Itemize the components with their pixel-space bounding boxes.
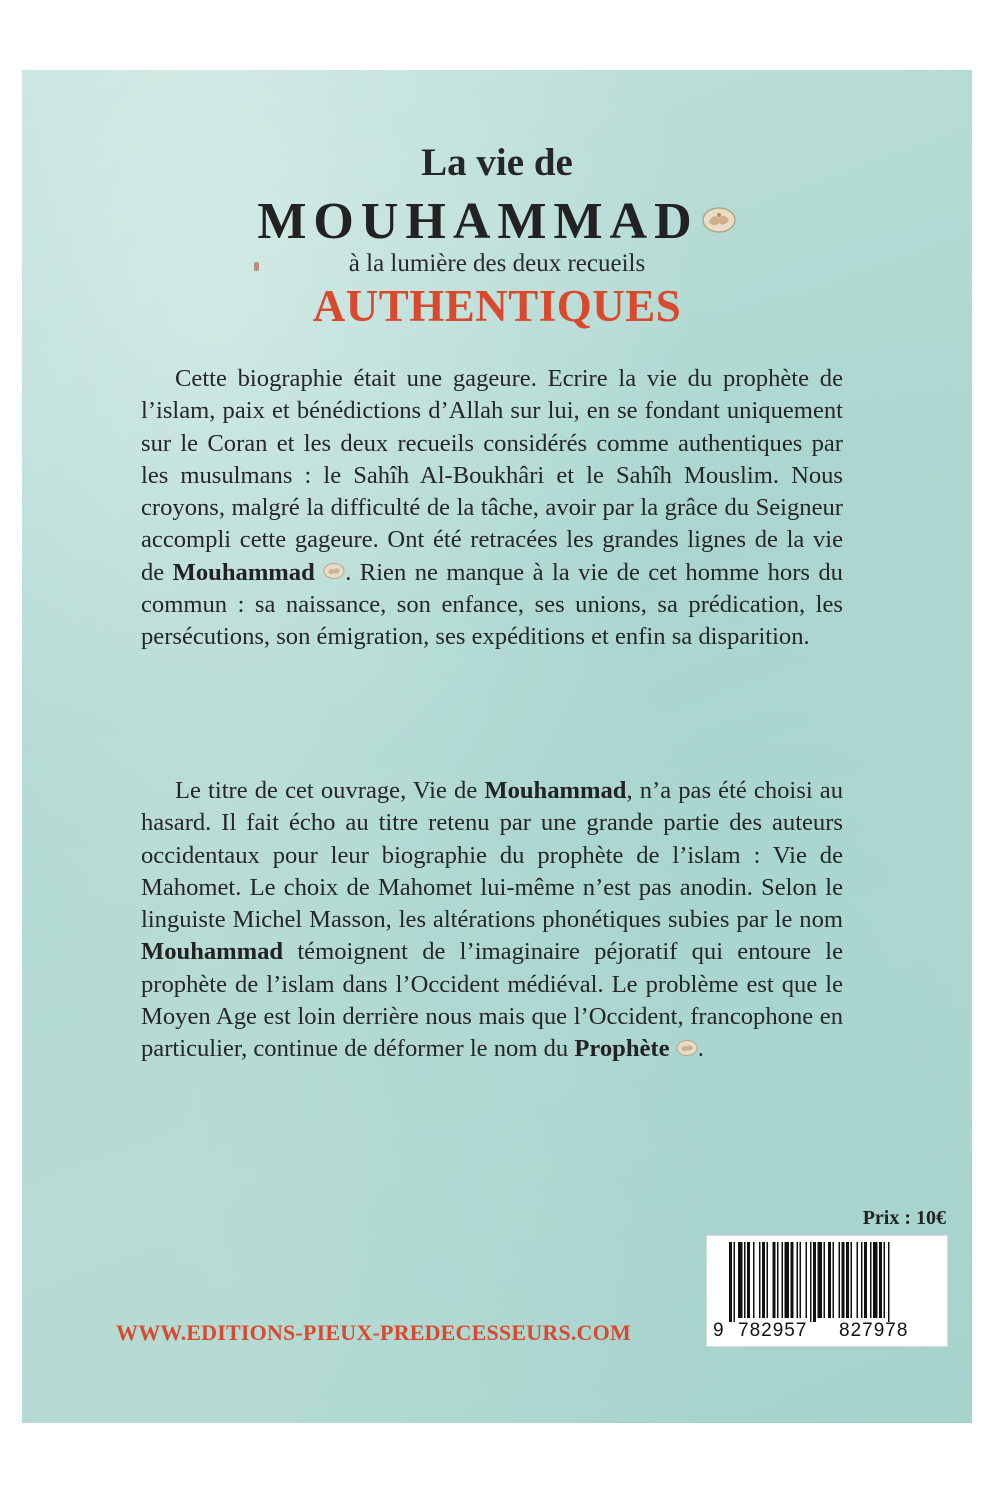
barcode-bar — [806, 1242, 808, 1318]
barcode-bar — [762, 1242, 765, 1318]
barcode-bar — [842, 1242, 845, 1318]
barcode-bar — [767, 1242, 769, 1318]
title-line-1: La vie de — [421, 141, 573, 184]
p2-text-2: , n’a pas été choisi au hasard. Il fait écho au titre retenu par une grande partie des auteurs occidentaux pour leur biographie du prophète de l’islam : Vie de Mahomet. Le choix de Mahomet lui-même n’est pas anodin. Selon le linguiste Michel Masson, les altérations phonétiques subies par le nom — [141, 777, 843, 934]
barcode-bar — [857, 1242, 859, 1318]
p2-bold-2: Mouhammad — [141, 938, 284, 966]
barcode-digits-left: 782957 — [738, 1320, 808, 1341]
barcode-bar — [797, 1242, 799, 1318]
barcode-bar — [851, 1242, 853, 1318]
barcode-bar — [861, 1242, 863, 1318]
paragraph-2 — [141, 775, 843, 1066]
barcode-bar — [800, 1242, 802, 1318]
p1-bold-1: Mouhammad — [172, 558, 315, 586]
barcode-bar — [744, 1242, 746, 1318]
barcode-bar — [884, 1242, 886, 1318]
barcode-digit-prefix: 9 — [713, 1320, 724, 1341]
barcode-bar — [747, 1242, 750, 1318]
barcode-bar — [864, 1242, 867, 1318]
p1-text-1: Cette biographie était une gageure. Ecrire la vie du prophète de l’islam, paix et bénédictions d’Allah sur lui, en se fondant uniquement sur le Coran et les deux recueils considérés comme authentiques par les musulmans : le Sahîh Al-Boukhâri et le Sahîh Mouslim. Nous croyons, malgré la difficulté de la tâche, avoir par la grâce du Seigneur accompli cette gageure. Ont été retracées les grandes lignes de la vie de — [141, 365, 843, 586]
p2-bold-3: Prophète — [574, 1035, 670, 1063]
barcode-bar — [888, 1242, 890, 1322]
barcode-bar — [759, 1242, 761, 1318]
book-back-cover — [22, 70, 972, 1423]
p2-text-4: . — [697, 1035, 704, 1063]
barcode-bar — [824, 1242, 826, 1318]
barcode-bar — [782, 1242, 784, 1318]
barcode-bar — [828, 1242, 831, 1318]
barcode-bar — [773, 1242, 776, 1318]
barcode-bar — [734, 1242, 736, 1322]
salawat-seal-icon — [676, 1039, 698, 1057]
barcode-bar — [873, 1242, 878, 1318]
paragraph-1 — [141, 363, 843, 654]
barcode-bar — [879, 1242, 882, 1318]
barcode-bars — [707, 1236, 949, 1322]
p2-text-1: Le titre de cet ouvrage, Vie de — [175, 777, 485, 804]
barcode-bar — [846, 1242, 849, 1318]
title-line-3: à la lumière des deux recueils — [348, 250, 646, 277]
barcode-bar — [833, 1242, 835, 1318]
price-label: Prix : 10€ — [862, 1207, 946, 1229]
barcode-bar — [839, 1242, 841, 1318]
barcode-bar — [818, 1242, 823, 1318]
p1-text-2: . Rien ne manque à la vie de cet homme hors du commun : sa naissance, son enfance, ses unions, sa prédication, les persécutions, son émigration, ses expéditions et enfin sa disparition. — [141, 558, 843, 651]
publisher-website: WWW.EDITIONS-PIEUX-PREDECESSEURS.COM — [116, 1320, 631, 1345]
barcode-bar — [738, 1242, 743, 1318]
barcode-bar — [813, 1242, 816, 1322]
barcode-bar — [777, 1242, 779, 1318]
salawat-seal-icon — [701, 205, 737, 235]
barcode-bar — [810, 1242, 812, 1322]
barcode-digits-right: 827978 — [839, 1320, 909, 1341]
p2-bold-1: Mouhammad — [484, 777, 627, 804]
title-authentiques: AUTHENTIQUES — [312, 281, 682, 331]
salawat-seal-icon — [323, 562, 345, 580]
barcode-bar — [785, 1242, 790, 1318]
title-main-text: MOUHAMMAD — [257, 193, 699, 250]
barcode-bar — [791, 1242, 794, 1318]
isbn-barcode — [706, 1235, 948, 1347]
title-main — [22, 192, 972, 251]
barcode-bar — [870, 1242, 872, 1318]
barcode-bar — [753, 1242, 755, 1318]
p2-text-3: témoignent de l’imaginaire péjoratif qui entoure le prophète de l’islam dans l’Occident médiéval. Le problème est que le Moyen Age est loin derrière nous mais que l’Occident, francophone en particulier, continue de déformer le nom du — [141, 938, 843, 1063]
barcode-bar — [729, 1242, 732, 1322]
